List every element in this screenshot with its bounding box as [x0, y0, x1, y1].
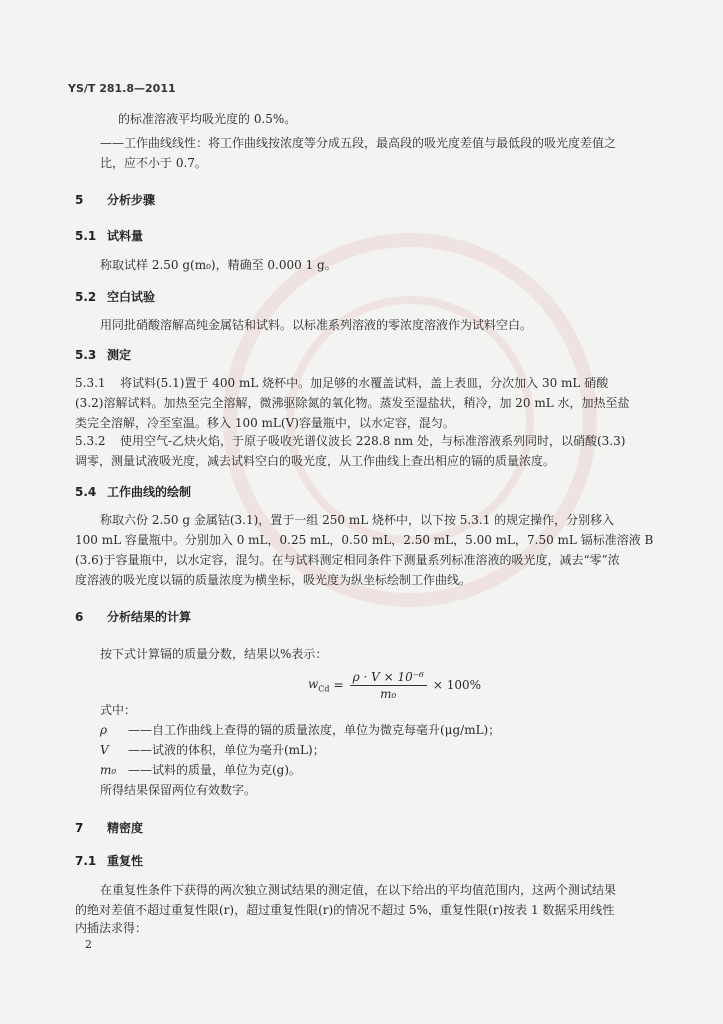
section-title: 工作曲线的绘制 — [107, 485, 192, 499]
section-5-3-2-line-1: 5.3.2 使用空气-乙炔火焰，于原子吸收光谱仪波长 228.8 nm 处，与标准溶液系列同时，以硝酸(3.3) — [75, 434, 626, 448]
standard-code: YS/T 281.8—2011 — [68, 82, 176, 95]
section-5-4-line-4: 度溶液的吸光度以镉的质量浓度为横坐标，吸光度为纵坐标绘制工作曲线。 — [75, 573, 472, 587]
section-5-1-text: 称取试样 2.50 g(m₀)，精确至 0.000 1 g。 — [100, 258, 337, 272]
clause-number: 5.3.1 — [75, 376, 106, 390]
section-5-4-heading — [75, 485, 191, 499]
formula-rhs: × 100% — [432, 678, 482, 692]
section-6-heading — [75, 610, 191, 624]
formula-numerator: ρ · V × 10⁻⁶ — [350, 670, 427, 686]
cadmium-formula — [308, 668, 481, 702]
variable-v-line: V ——试液的体积，单位为毫升(mL)； — [100, 743, 325, 757]
section-number: 5.4 — [75, 485, 97, 499]
section-title: 试料量 — [107, 229, 144, 243]
section-number: 7 — [75, 821, 84, 835]
section-title: 分析结果的计算 — [107, 610, 192, 624]
section-6-intro: 按下式计算镉的质量分数，结果以%表示： — [100, 647, 328, 661]
section-number: 5.2 — [75, 290, 97, 304]
formula-fraction — [350, 670, 427, 701]
section-7-heading — [75, 821, 143, 835]
formula-equals: = — [333, 678, 344, 692]
section-7-1-line-1: 在重复性条件下获得的两次独立测试结果的测定值，在以下给出的平均值范围内，这两个测试结果 — [100, 883, 617, 897]
section-7-1-line-3: 内插法求得： — [75, 921, 148, 935]
formula-lhs: $w_{Cd}$ — [308, 676, 330, 694]
section-title: 分析步骤 — [107, 193, 156, 207]
section-5-heading — [75, 193, 155, 207]
section-5-4-line-3: (3.6)于容量瓶中，以水定容，混匀。在与试料测定相同条件下测量系列标准溶液的吸光度，减去“零”浓 — [75, 553, 620, 567]
section-number: 5.1 — [75, 229, 97, 243]
section-5-3-1-line-3: 类完全溶解，冷至室温。移入 100 mL(V)容量瓶中，以水定容，混匀。 — [75, 416, 455, 430]
section-5-3-1-line-1: 5.3.1 将试料(5.1)置于 400 mL 烧杯中。加足够的水覆盖试料，盖上表皿，分次加入 30 mL 硝酸 — [75, 376, 609, 390]
intro-line-3: 比，应不小于 0.7。 — [100, 156, 207, 170]
section-title: 重复性 — [107, 854, 144, 868]
section-7-1-line-2: 的绝对差值不超过重复性限(r)，超过重复性限(r)的情况不超过 5%，重复性限(r)按表 1 数据采用线性 — [75, 903, 615, 917]
section-number: 5.3 — [75, 348, 97, 362]
section-title: 空白试验 — [107, 290, 156, 304]
intro-line-2: ——工作曲线线性：将工作曲线按浓度等分成五段，最高段的吸光度差值与最低段的吸光度差值之 — [100, 136, 617, 150]
clause-number: 5.3.2 — [75, 434, 106, 448]
section-number: 7.1 — [75, 854, 97, 868]
section-number: 6 — [75, 610, 84, 624]
section-5-3-2-line-2: 调零，测量试液吸光度，减去试料空白的吸光度，从工作曲线上查出相应的镉的质量浓度。 — [75, 454, 556, 468]
variable-symbol: m₀ — [100, 763, 117, 777]
section-5-2-text: 用同批硝酸溶解高纯金属钴和试料。以标准系列溶液的零浓度溶液作为试料空白。 — [100, 318, 533, 332]
section-5-4-line-2: 100 mL 容量瓶中。分别加入 0 mL，0.25 mL，0.50 mL，2.50 mL，5.00 mL，7.50 mL 镉标准溶液 B — [75, 533, 654, 547]
section-title: 测定 — [107, 348, 132, 362]
section-5-4-line-1: 称取六份 2.50 g 金属钴(3.1)，置于一组 250 mL 烧杯中，以下按 5.3.1 的规定操作，分别移入 — [100, 513, 615, 527]
section-5-3-1-line-2: (3.2)溶解试料。加热至完全溶解，微沸驱除氮的氧化物。蒸发至湿盐状，稍冷，加 20 mL 水，加热至盐 — [75, 396, 630, 410]
section-title: 精密度 — [107, 821, 144, 835]
section-7-1-heading — [75, 854, 143, 868]
variable-m0-line: m₀ ——试料的质量，单位为克(g)。 — [100, 763, 302, 777]
variable-symbol: ρ — [100, 723, 108, 737]
section-5-1-heading — [75, 229, 143, 243]
page-number: 2 — [85, 938, 92, 951]
variable-symbol: V — [100, 743, 109, 757]
section-number: 5 — [75, 193, 84, 207]
formula-where-label: 式中： — [100, 703, 137, 717]
section-6-result-note: 所得结果保留两位有效数字。 — [100, 783, 257, 797]
section-5-2-heading — [75, 290, 155, 304]
variable-rho-line: ρ ——自工作曲线上查得的镉的质量浓度，单位为微克每毫升(μg/mL)； — [100, 723, 501, 737]
section-5-3-heading — [75, 348, 131, 362]
intro-line-1: 的标准溶液平均吸光度的 0.5%。 — [118, 112, 297, 126]
formula-denominator: m₀ — [380, 686, 397, 701]
